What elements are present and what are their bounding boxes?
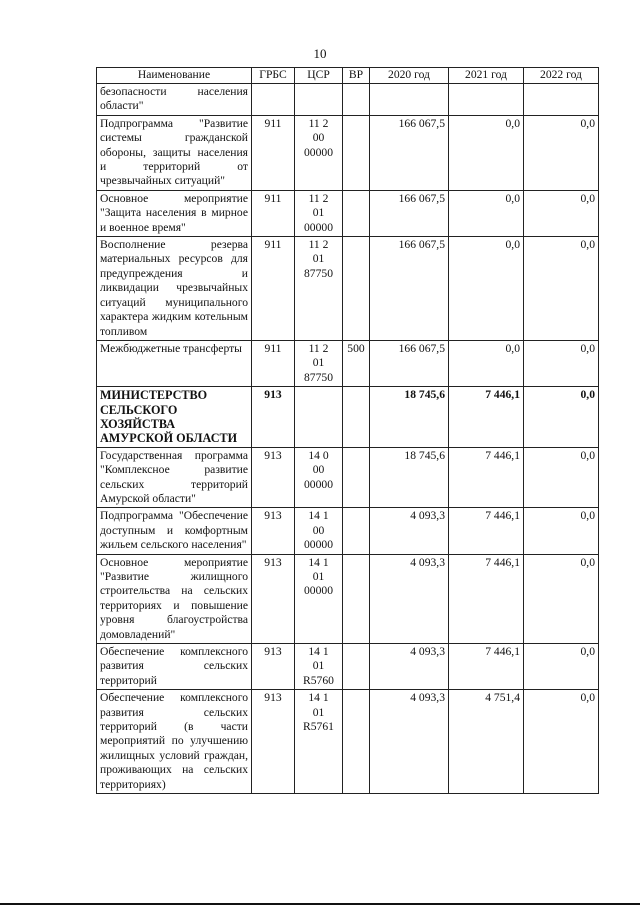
row-2022: 0,0	[524, 115, 599, 190]
row-vr	[343, 84, 370, 116]
table-row	[97, 237, 599, 341]
row-name: Межбюджетные трансферты	[97, 340, 252, 386]
table-row	[97, 644, 599, 690]
table-row	[97, 340, 599, 386]
row-name: МИНИСТЕРСТВО СЕЛЬСКОГО ХОЗЯЙСТВА АМУРСКОЙ ОБЛАСТИ	[97, 387, 252, 448]
row-csr: 14 0 00 00000	[295, 447, 343, 508]
row-2021: 0,0	[449, 115, 524, 190]
row-csr: 14 1 00 00000	[295, 508, 343, 554]
row-csr	[295, 387, 343, 448]
row-grbs: 911	[252, 115, 295, 190]
row-vr	[343, 237, 370, 341]
row-vr	[343, 554, 370, 643]
row-2021: 7 446,1	[449, 508, 524, 554]
table-row	[97, 447, 599, 508]
row-vr	[343, 508, 370, 554]
row-2022: 0,0	[524, 237, 599, 341]
row-grbs: 911	[252, 190, 295, 236]
row-2022	[524, 84, 599, 116]
row-grbs: 913	[252, 554, 295, 643]
row-grbs: 911	[252, 340, 295, 386]
row-csr: 11 2 01 87750	[295, 340, 343, 386]
row-2022: 0,0	[524, 387, 599, 448]
table-row	[97, 508, 599, 554]
row-name: Основное мероприятие "Развитие жилищного строительства на сельских территориях и повышение уровня благоустройства домовладений"	[97, 554, 252, 643]
row-vr	[343, 387, 370, 448]
row-name: Основное мероприятие "Защита населения в мирное и военное время"	[97, 190, 252, 236]
row-2022: 0,0	[524, 690, 599, 794]
row-grbs: 913	[252, 447, 295, 508]
row-csr: 14 1 01 R5760	[295, 644, 343, 690]
row-2021: 0,0	[449, 340, 524, 386]
header-vr: ВР	[343, 68, 370, 84]
header-2022: 2022 год	[524, 68, 599, 84]
row-2022: 0,0	[524, 554, 599, 643]
row-2020: 166 067,5	[370, 190, 449, 236]
row-name: Обеспечение комплексного развития сельских территорий	[97, 644, 252, 690]
row-grbs: 913	[252, 387, 295, 448]
row-2020: 166 067,5	[370, 115, 449, 190]
row-2020: 4 093,3	[370, 554, 449, 643]
row-2021: 7 446,1	[449, 387, 524, 448]
page-number: 10	[313, 46, 327, 61]
budget-table	[96, 67, 599, 794]
row-csr: 11 2 00 00000	[295, 115, 343, 190]
header-2020: 2020 год	[370, 68, 449, 84]
row-2020: 166 067,5	[370, 340, 449, 386]
row-name: Подпрограмма "Развитие системы гражданской обороны, защиты населения и территорий от чрезвычайных ситуаций"	[97, 115, 252, 190]
table-header-row	[97, 68, 599, 84]
row-2020: 4 093,3	[370, 690, 449, 794]
row-2021: 7 446,1	[449, 447, 524, 508]
table-row	[97, 115, 599, 190]
row-2021: 7 446,1	[449, 644, 524, 690]
row-2022: 0,0	[524, 190, 599, 236]
row-2022: 0,0	[524, 644, 599, 690]
row-2021: 4 751,4	[449, 690, 524, 794]
row-csr: 14 1 01 R5761	[295, 690, 343, 794]
row-2021	[449, 84, 524, 116]
row-2020: 4 093,3	[370, 644, 449, 690]
row-2022: 0,0	[524, 447, 599, 508]
row-2020	[370, 84, 449, 116]
row-2021: 7 446,1	[449, 554, 524, 643]
row-grbs: 913	[252, 644, 295, 690]
row-vr	[343, 447, 370, 508]
row-vr: 500	[343, 340, 370, 386]
row-2022: 0,0	[524, 508, 599, 554]
row-2020: 4 093,3	[370, 508, 449, 554]
row-2022: 0,0	[524, 340, 599, 386]
row-grbs: 913	[252, 690, 295, 794]
row-2020: 18 745,6	[370, 387, 449, 448]
row-csr: 14 1 01 00000	[295, 554, 343, 643]
row-grbs	[252, 84, 295, 116]
row-2021: 0,0	[449, 237, 524, 341]
row-name: Государственная программа "Комплексное развитие сельских территорий Амурской области"	[97, 447, 252, 508]
header-2021: 2021 год	[449, 68, 524, 84]
row-name: Подпрограмма "Обеспечение доступным и комфортным жильем сельского населения"	[97, 508, 252, 554]
header-grbs: ГРБС	[252, 68, 295, 84]
row-2021: 0,0	[449, 190, 524, 236]
row-vr	[343, 644, 370, 690]
row-csr: 11 2 01 00000	[295, 190, 343, 236]
row-2020: 166 067,5	[370, 237, 449, 341]
row-grbs: 913	[252, 508, 295, 554]
header-csr: ЦСР	[295, 68, 343, 84]
row-csr	[295, 84, 343, 116]
row-2020: 18 745,6	[370, 447, 449, 508]
row-name: Восполнение резерва материальных ресурсов для предупреждения и ликвидации чрезвычайных ситуаций муниципального характера жидким котельным топливом	[97, 237, 252, 341]
table-row	[97, 84, 599, 116]
row-grbs: 911	[252, 237, 295, 341]
table-row	[97, 554, 599, 643]
row-name: Обеспечение комплексного развития сельских территорий (в части мероприятий по улучшению жилищных условий граждан, проживающих на сельских территориях)	[97, 690, 252, 794]
row-vr	[343, 190, 370, 236]
table-row	[97, 690, 599, 794]
row-csr: 11 2 01 87750	[295, 237, 343, 341]
header-name: Наименование	[97, 68, 252, 84]
row-name: безопасности населения области"	[97, 84, 252, 116]
row-vr	[343, 115, 370, 190]
table-row	[97, 190, 599, 236]
row-vr	[343, 690, 370, 794]
table-row-ministry	[97, 387, 599, 448]
